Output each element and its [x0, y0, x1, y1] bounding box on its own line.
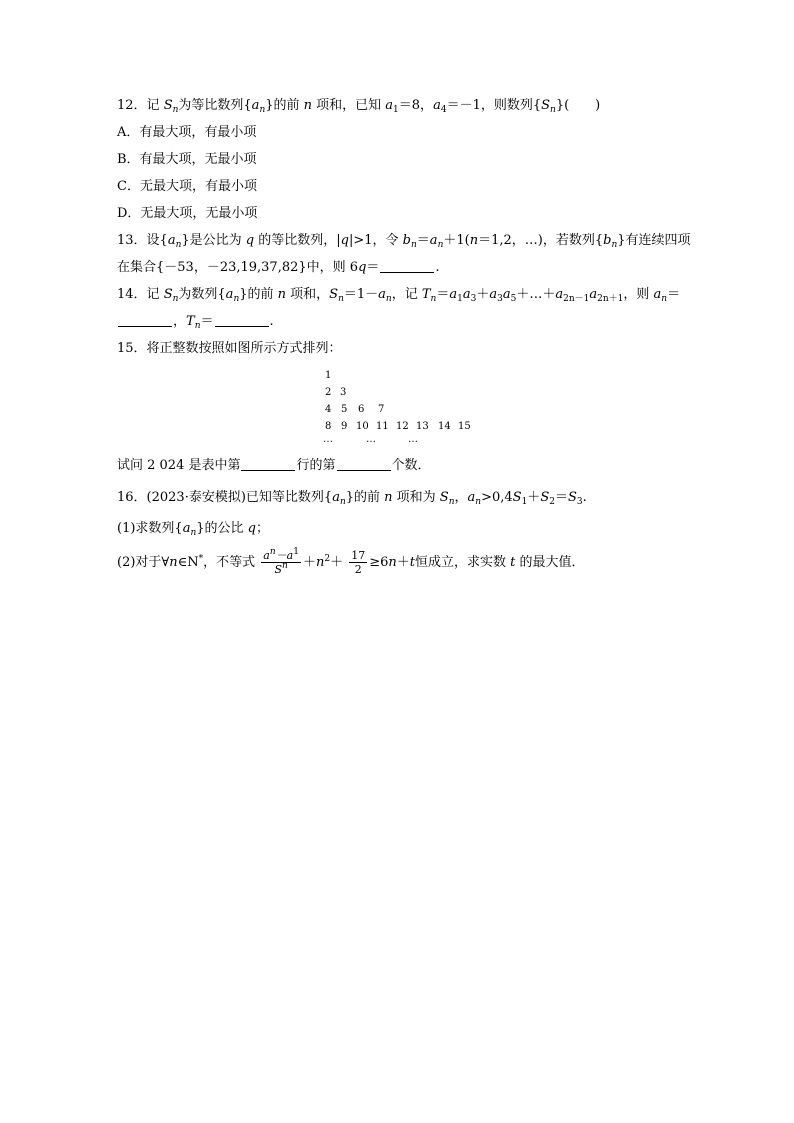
fraction-an-a1-over-sn: $\frac{a^n-a^1}{S^n}$	[263, 547, 299, 576]
triangle-cell: 15	[458, 421, 471, 432]
triangle-cell: 8	[325, 421, 332, 432]
triangle-cell: 6	[358, 404, 365, 415]
q15-position-blank[interactable]	[337, 458, 391, 471]
q12-option-b: B．有最大项，无最小项	[117, 152, 257, 167]
triangle-cell: 4	[325, 404, 332, 415]
triangle-cell: 5	[341, 404, 348, 415]
q13-stem-line1: 13．设$\{a_n\}$是公比为 q 的等比数列，|q|>1，令 $b_n=a_n+1(n=1,2$，…)，若数列$\{b_n\}$有连续四项	[117, 233, 691, 250]
q15-question: 试问 2 024 是表中第 行的第 个数．	[117, 458, 431, 473]
q14-stem-line1: 14．记 $S_n$为数列$\{a_n\}$的前 n 项和，$S_n=1-a_n$，记 $T_n=a_1a_3+a_3a_5+\dots+a_{2n-1}a_{2n+1}$，则 $a_n=$	[117, 287, 681, 304]
triangle-cell: 12	[396, 421, 409, 432]
q16-stem: 16．(2023·泰安模拟)已知等比数列$\{a_n\}$的前 n 项和为 $S_n$，$a_n>0,4S_1+S_2=S_3$.	[117, 490, 587, 507]
triangle-cell: 11	[376, 421, 389, 432]
triangle-cell: 7	[378, 404, 385, 415]
q14-an-blank[interactable]	[118, 314, 172, 327]
triangle-ellipsis: …	[323, 434, 333, 445]
fraction-17-over-2: $\frac{17}{2}$	[351, 549, 366, 576]
q13-answer-blank[interactable]	[380, 260, 434, 273]
q13-stem-line2: 在集合{－53，－23,19,37,82}中，则 6q＝ .	[117, 260, 440, 275]
q12-option-c: C．无最大项，有最小项	[117, 179, 257, 194]
triangle-cell: 1	[325, 370, 332, 381]
q12-option-d: D．无最大项，无最小项	[117, 206, 258, 221]
triangle-ellipsis: …	[366, 434, 376, 445]
triangle-cell: 13	[416, 421, 429, 432]
q16-part2: (2)对于∀n∈N*，不等式 $\frac{a^n-a^1}{S^n}$ $+n^2+$ $\frac{17}{2}$ ≥6n＋t恒成立，求实数 t 的最大值．	[117, 547, 585, 576]
triangle-cell: 3	[340, 387, 347, 398]
q12-option-a: A．有最大项，有最小项	[117, 125, 257, 140]
triangle-cell: 10	[356, 421, 369, 432]
triangle-cell: 14	[438, 421, 451, 432]
q14-stem-line2: ，$T_n=$ .	[117, 314, 274, 330]
triangle-cell: 2	[325, 387, 332, 398]
q16-part1: (1)求数列$\{a_n\}$的公比 q；	[117, 521, 269, 538]
triangle-ellipsis: …	[408, 434, 418, 445]
q15-row-blank[interactable]	[241, 458, 295, 471]
q14-tn-blank[interactable]	[215, 314, 269, 327]
q15-stem: 15．将正整数按照如图所示方式排列：	[117, 341, 342, 356]
q12-stem: 12．记 $S_n$为等比数列$\{a_n\}$的前 n 项和，已知 $a_1=8$，$a_4=-1$，则数列$\{S_n\}$( )	[117, 98, 601, 115]
triangle-cell: 9	[341, 421, 348, 432]
